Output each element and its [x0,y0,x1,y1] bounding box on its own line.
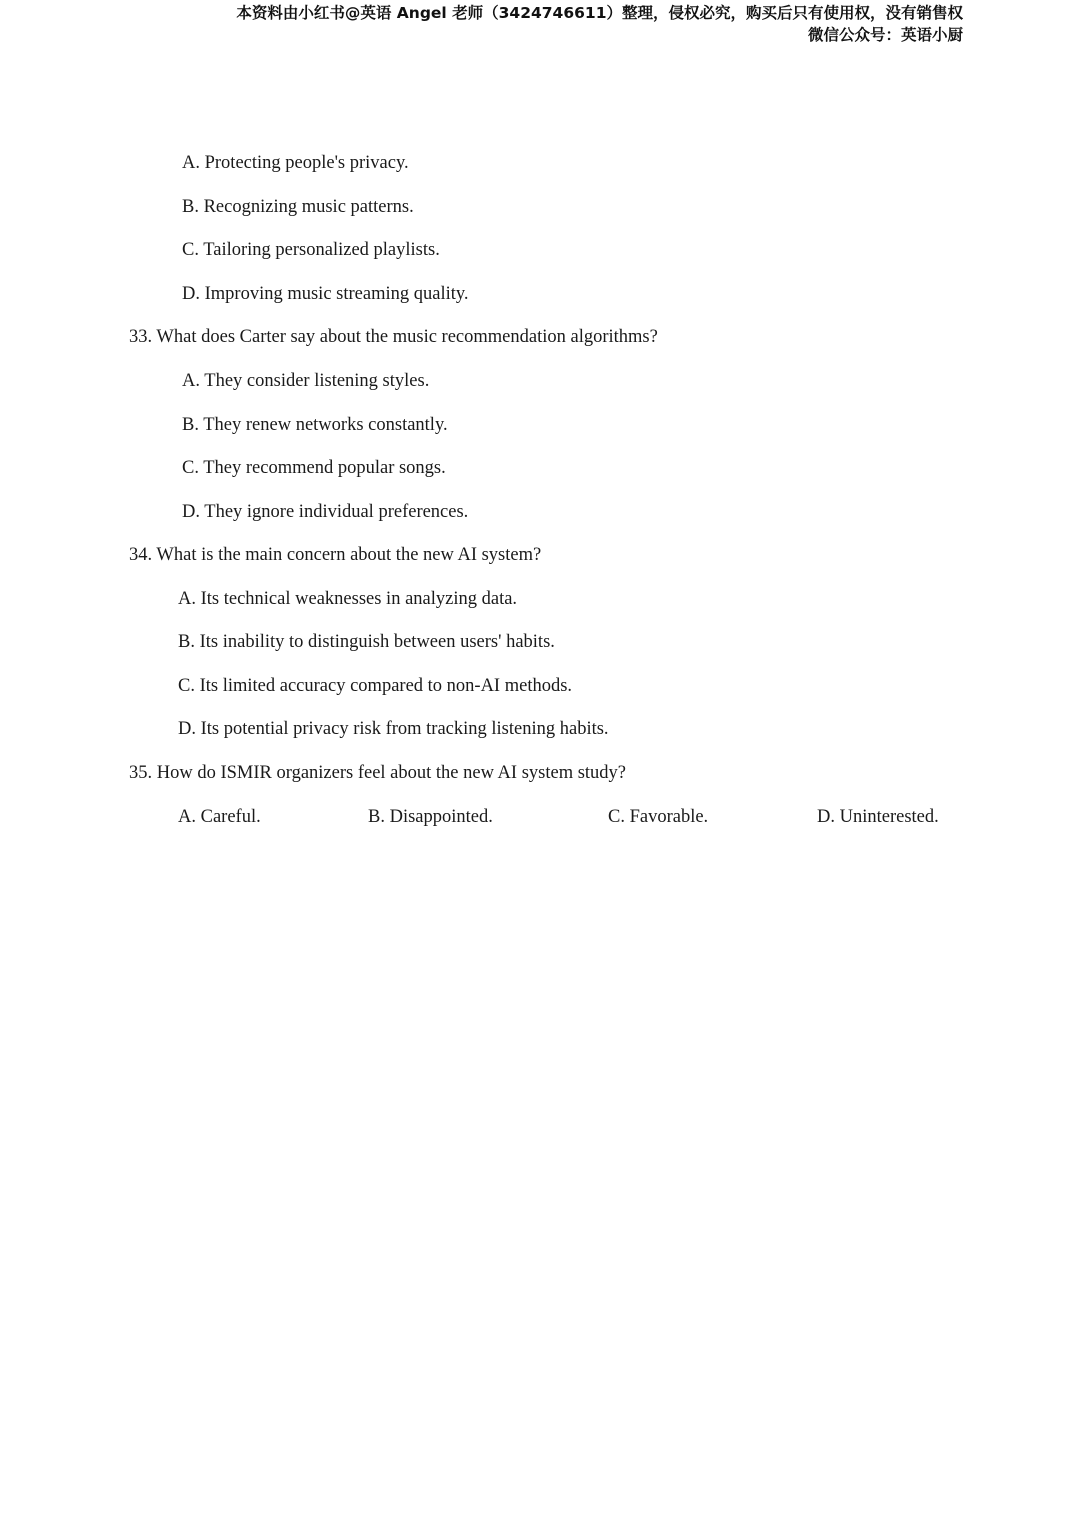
q33-option-a: A. They consider listening styles. [182,371,430,391]
q34-option-a: A. Its technical weaknesses in analyzing data. [178,589,518,609]
q33-question: 33. What does Carter say about the music recommendation algorithms? [129,327,658,347]
q35-question: 35. How do ISMIR organizers feel about the new AI system study? [129,763,627,783]
q34-option-d: D. Its potential privacy risk from tracking listening habits. [178,719,609,739]
q35-option-c: C. Favorable. [608,807,709,827]
q35-option-a: A. Careful. [178,807,261,827]
q32-option-b: B. Recognizing music patterns. [182,197,414,217]
header-copyright-notice: 本资料由小红书@英语 Angel 老师（3424746611）整理，侵权必究，购买后只有使用权，没有销售权 [236,4,963,22]
q32-option-d: D. Improving music streaming quality. [182,284,469,304]
q34-option-c: C. Its limited accuracy compared to non-AI methods. [178,676,573,696]
q34-option-b: B. Its inability to distinguish between users' habits. [178,632,555,652]
q33-option-c: C. They recommend popular songs. [182,458,446,478]
q33-option-d: D. They ignore individual preferences. [182,502,469,522]
page-header [236,2,963,46]
q32-option-a: A. Protecting people's privacy. [182,153,409,173]
q33-option-b: B. They renew networks constantly. [182,415,448,435]
q35-option-b: B. Disappointed. [368,807,493,827]
q32-option-c: C. Tailoring personalized playlists. [182,240,440,260]
q34-question: 34. What is the main concern about the new AI system? [129,545,542,565]
header-wechat-account: 微信公众号：英语小厨 [807,26,963,44]
q35-option-d: D. Uninterested. [817,807,939,827]
